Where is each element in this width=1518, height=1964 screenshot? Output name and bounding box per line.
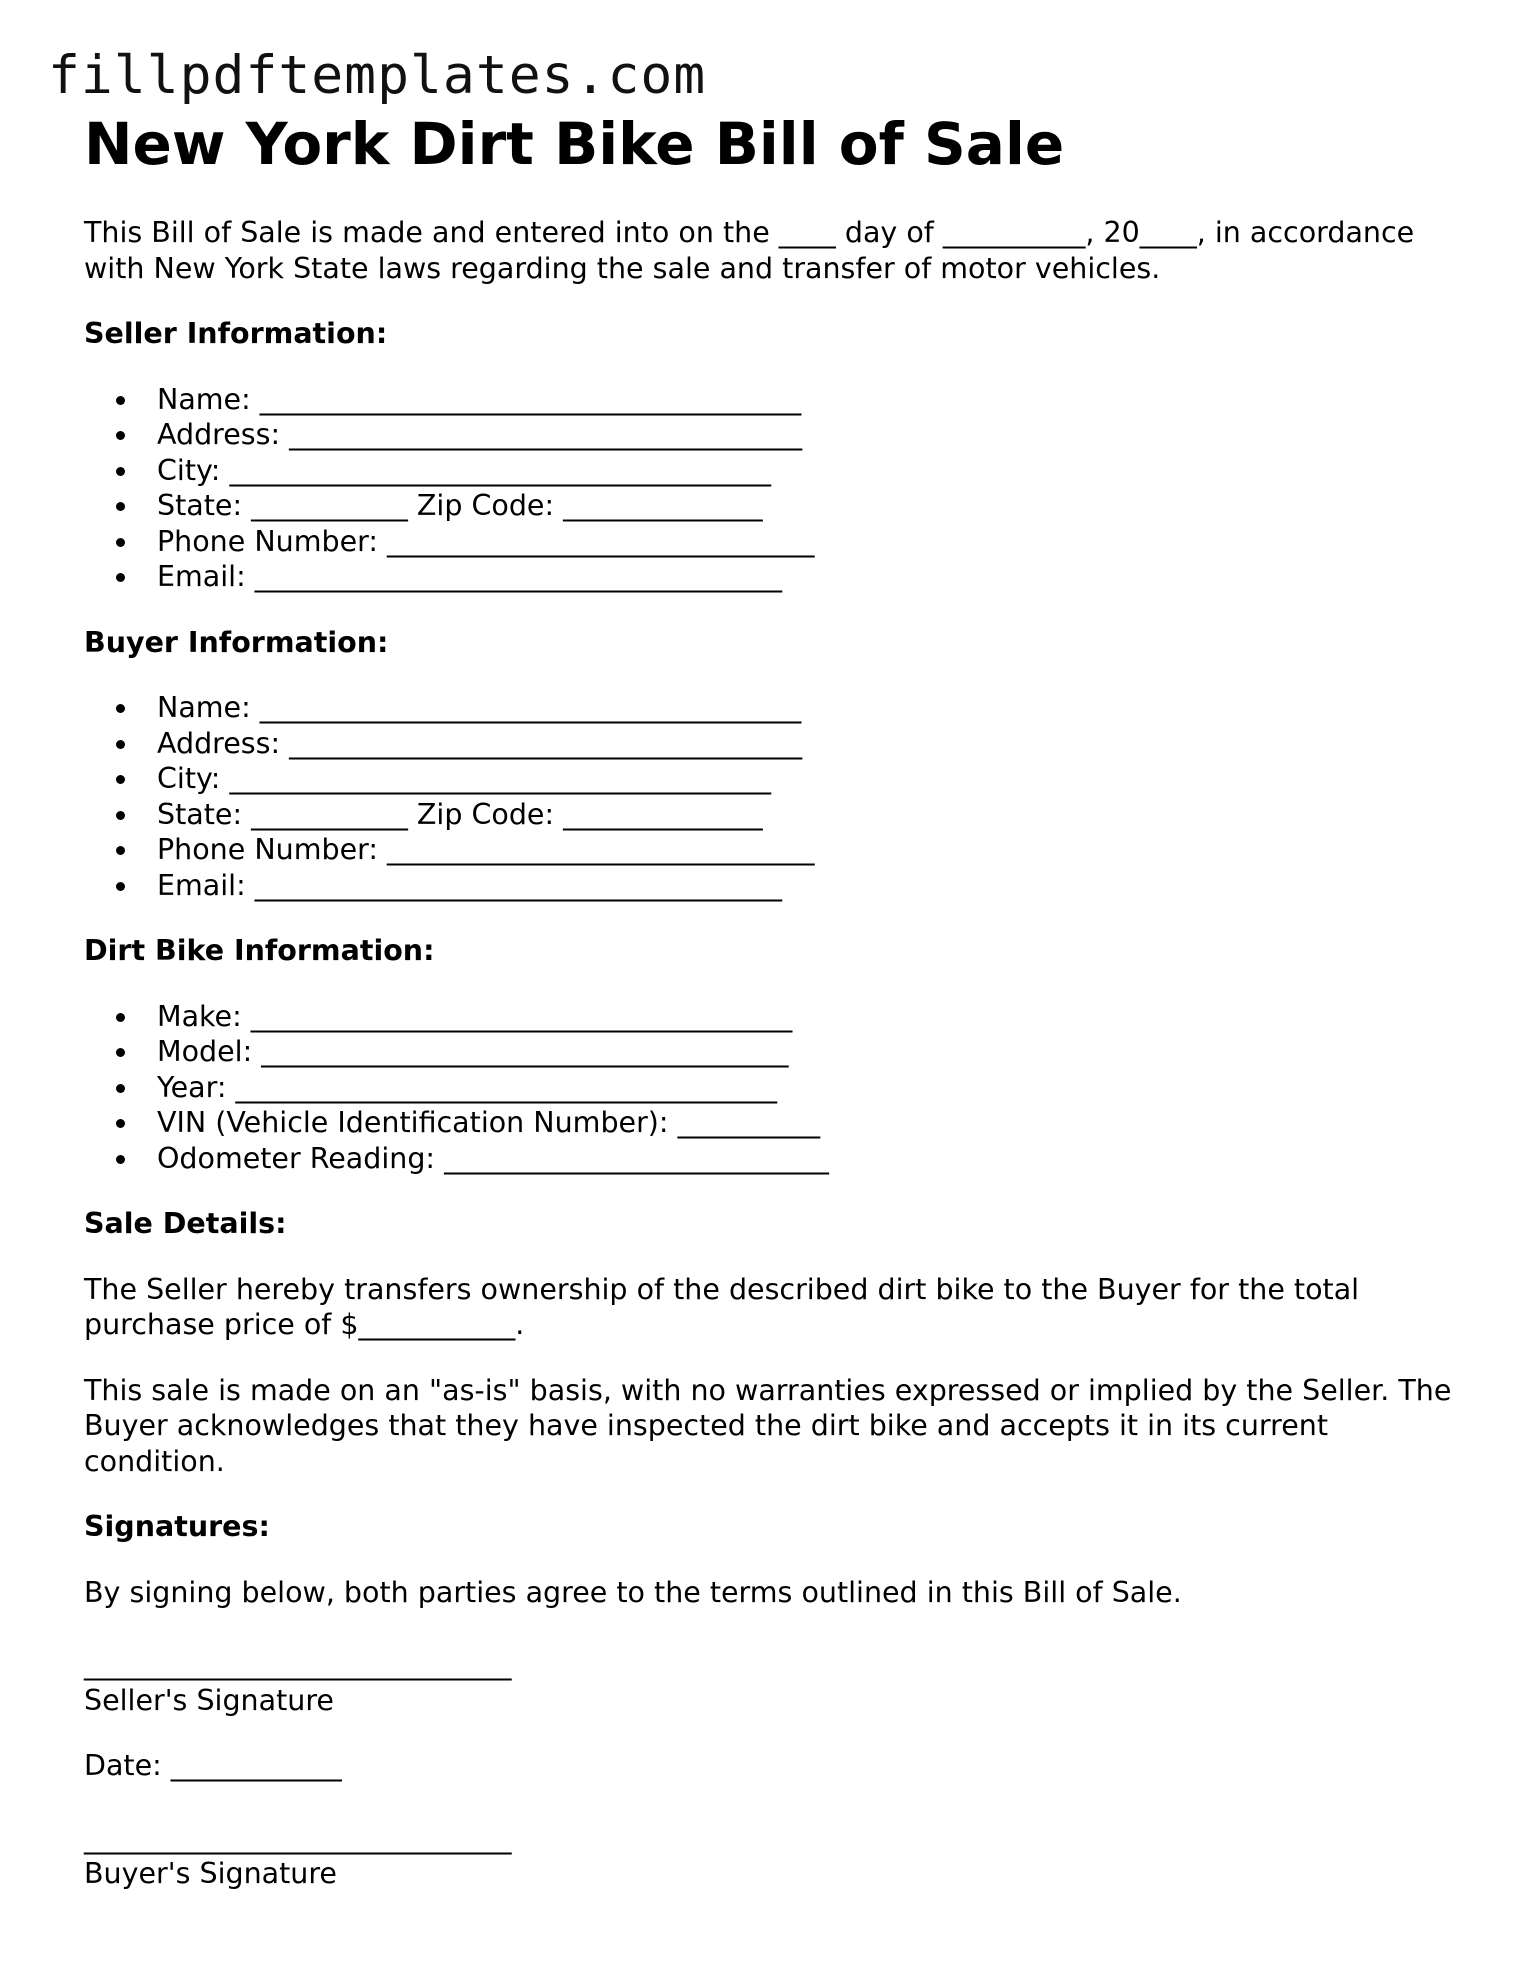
- buyer-heading: Buyer Information:: [84, 625, 389, 659]
- buyer-signature-line[interactable]: ______________________________: [84, 1821, 512, 1855]
- seller-list: [84, 382, 1464, 595]
- seller-email-field[interactable]: Email: _____________________________________: [157, 559, 1464, 595]
- buyer-list: [84, 690, 1464, 903]
- seller-state-zip-field[interactable]: State: ___________ Zip Code: ______________: [157, 488, 1464, 524]
- signatures-statement: By signing below, both parties agree to the terms outlined in this Bill of Sale.: [84, 1575, 1182, 1609]
- sale-heading: Sale Details:: [84, 1207, 287, 1240]
- buyer-address-field[interactable]: Address: ____________________________________: [157, 726, 1464, 762]
- bike-odometer-field[interactable]: Odometer Reading: ___________________________: [157, 1141, 1464, 1177]
- buyer-phone-field[interactable]: Phone Number: ______________________________: [157, 832, 1464, 868]
- seller-name-field[interactable]: Name: ______________________________________: [157, 382, 1464, 418]
- bike-heading: Dirt Bike Information:: [84, 934, 435, 967]
- buyer-email-field[interactable]: Email: _____________________________________: [157, 868, 1464, 904]
- buyer-city-field[interactable]: City: ______________________________________: [157, 761, 1464, 797]
- bike-year-field[interactable]: Year: ______________________________________: [157, 1070, 1464, 1106]
- bike-vin-field[interactable]: VIN (Vehicle Identification Number): __________: [157, 1105, 1464, 1141]
- bike-model-field[interactable]: Model: _____________________________________: [157, 1034, 1464, 1070]
- sale-price-paragraph: The Seller hereby transfers ownership of the described dirt bike to the Buyer for the total purchase price of $___________.: [84, 1272, 1360, 1341]
- buyer-name-field[interactable]: Name: ______________________________________: [157, 690, 1464, 726]
- seller-city-field[interactable]: City: ______________________________________: [157, 453, 1464, 489]
- buyer-state-zip-field[interactable]: State: ___________ Zip Code: ______________: [157, 797, 1464, 833]
- bike-list: [84, 999, 1464, 1177]
- seller-heading: Seller Information:: [84, 317, 388, 350]
- watermark: fillpdftemplates.com: [48, 45, 707, 106]
- signatures-heading: Signatures:: [84, 1510, 270, 1543]
- seller-phone-field[interactable]: Phone Number: ______________________________: [157, 524, 1464, 560]
- intro-paragraph: This Bill of Sale is made and entered into on the ____ day of __________, 20____, in accordance with New York State laws regarding the sale and transfer of motor vehicles.: [84, 216, 1415, 285]
- document-title: New York Dirt Bike Bill of Sale: [84, 110, 1065, 178]
- seller-address-field[interactable]: Address: ____________________________________: [157, 417, 1464, 453]
- bike-make-field[interactable]: Make: ______________________________________: [157, 999, 1464, 1035]
- buyer-signature-label: Buyer's Signature: [84, 1857, 337, 1890]
- seller-signature-line[interactable]: ______________________________: [84, 1648, 512, 1681]
- as-is-paragraph: This sale is made on an "as-is" basis, with no warranties expressed or implied by the Seller. The Buyer acknowledges that they have inspected the dirt bike and accepts it in its current condition.: [84, 1373, 1452, 1478]
- seller-signature-label: Seller's Signature: [84, 1683, 334, 1717]
- document-page: [84, 108, 1464, 1892]
- date-field[interactable]: Date: ____________: [84, 1749, 342, 1782]
